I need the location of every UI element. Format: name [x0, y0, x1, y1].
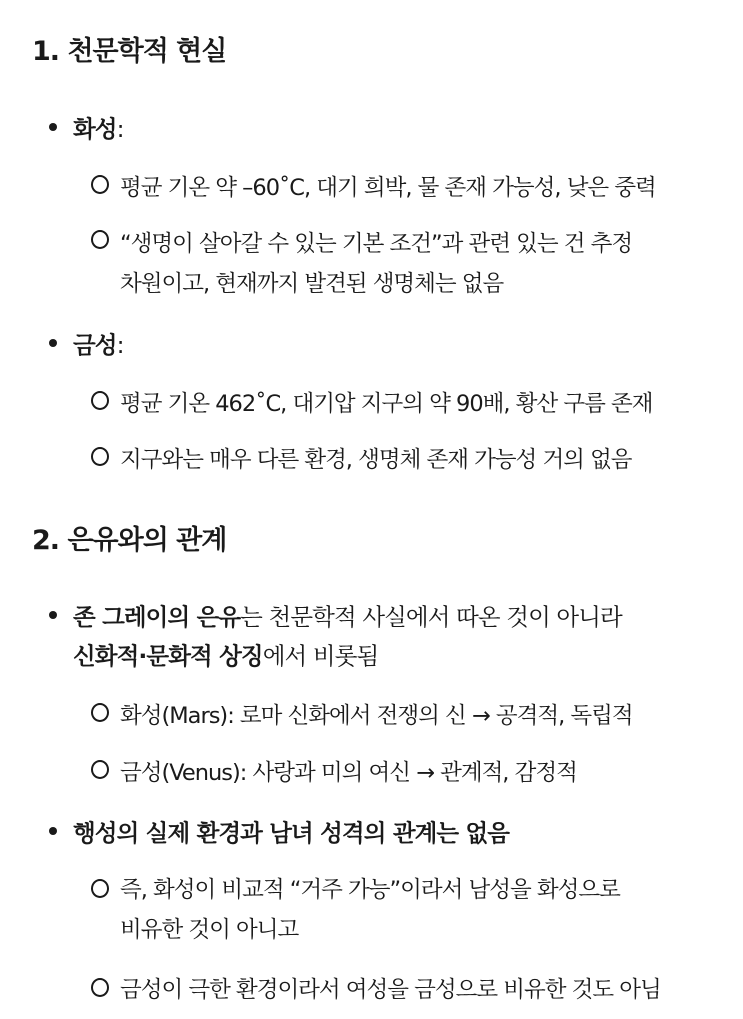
section-2-heading: 2. 은유와의 관계 — [32, 525, 227, 556]
myth-culture-symbol: 신화적·문화적 상징 — [73, 642, 263, 670]
mars-fact-1: 평균 기온 약 –60˚C, 대기 희박, 물 존재 가능성, 낮은 중력 — [120, 175, 656, 201]
metaphor-line-1-rest: 는 천문학적 사실에서 따온 것이 아니라 — [240, 603, 622, 631]
circle-bullet-icon — [91, 760, 109, 779]
circle-bullet-icon — [91, 230, 109, 249]
bullet-dot — [49, 123, 57, 131]
mars-fact-2-line2: 차원이고, 현재까지 발견된 생명체는 없음 — [120, 271, 504, 297]
mars-fact-2-line1: “생명이 살아갈 수 있는 기본 조건”과 관련 있는 건 추정 — [120, 231, 633, 257]
mars-label-row — [73, 110, 124, 144]
venus-myth: 금성(Venus): 사랑과 미의 여신 → 관계적, 감정적 — [120, 760, 577, 786]
metaphor-line-2-rest: 에서 비롯됨 — [262, 642, 379, 670]
mars-myth: 화성(Mars): 로마 신화에서 전쟁의 신 → 공격적, 독립적 — [120, 703, 633, 729]
bullet-dot — [49, 827, 57, 835]
colon: : — [116, 115, 124, 143]
john-gray-metaphor: 존 그레이의 은유 — [73, 603, 241, 631]
colon: : — [116, 331, 124, 359]
circle-bullet-icon — [91, 175, 109, 194]
section-1-heading: 1. 천문학적 현실 — [32, 36, 227, 67]
metaphor-line-1 — [73, 598, 622, 632]
venus-note: 금성이 극한 환경이라서 여성을 금성으로 비유한 것도 아님 — [120, 977, 661, 1003]
circle-bullet-icon — [91, 879, 109, 898]
circle-bullet-icon — [91, 391, 109, 410]
venus-fact-1: 평균 기온 462˚C, 대기압 지구의 약 90배, 황산 구름 존재 — [120, 391, 653, 417]
metaphor-line-2 — [73, 637, 378, 671]
mars-note-line2: 비유한 것이 아니고 — [120, 917, 299, 943]
mars-label: 화성 — [73, 115, 117, 143]
bullet-dot — [49, 339, 57, 347]
no-relation-statement: 행성의 실제 환경과 남녀 성격의 관계는 없음 — [73, 819, 510, 847]
circle-bullet-icon — [91, 447, 109, 466]
venus-fact-2: 지구와는 매우 다른 환경, 생명체 존재 가능성 거의 없음 — [120, 447, 632, 473]
venus-label-row — [73, 326, 124, 360]
circle-bullet-icon — [91, 703, 109, 722]
bullet-dot — [49, 611, 57, 619]
venus-label: 금성 — [73, 331, 117, 359]
mars-note-line1: 즉, 화성이 비교적 “거주 가능”이라서 남성을 화성으로 — [120, 877, 620, 903]
circle-bullet-icon — [91, 978, 109, 997]
